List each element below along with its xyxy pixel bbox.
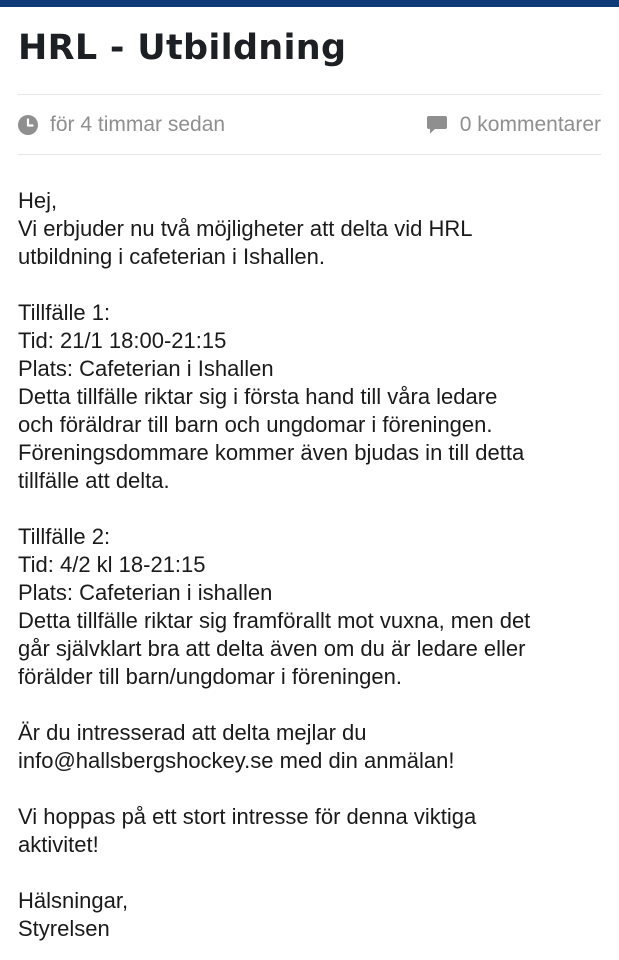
body-line: förälder till barn/ungdomar i föreningen. (18, 664, 403, 689)
paragraph-gap (18, 859, 613, 887)
paragraph-gap (18, 271, 613, 299)
comments-count[interactable]: 0 kommentarer (459, 113, 601, 136)
comments-link[interactable] (426, 108, 601, 142)
body-line: tillfälle att delta. (18, 468, 170, 493)
body-line: och föräldrar till barn och ungdomar i föreningen. (18, 412, 493, 437)
body-line: Hej, (18, 188, 58, 213)
paragraph-gap (18, 691, 613, 719)
post-time (18, 108, 225, 142)
post-time-label: för 4 timmar sedan (50, 113, 226, 136)
body-line-email: info@hallsbergshockey.se med din anmälan! (18, 748, 455, 773)
body-line: utbildning i cafeterian i Ishallen. (18, 244, 325, 269)
body-line: Tid: 4/2 kl 18-21:15 (18, 552, 206, 577)
divider-top (18, 94, 601, 95)
body-line: Detta tillfälle riktar sig i första hand till våra ledare (18, 384, 498, 409)
paragraph-gap (18, 775, 613, 803)
top-accent-bar (0, 0, 619, 7)
divider-bottom (18, 154, 601, 155)
body-line: Vi hoppas på ett stort intresse för denna viktiga (18, 804, 477, 829)
body-line: Vi erbjuder nu två möjligheter att delta vid HRL (18, 216, 473, 241)
body-line: Är du intresserad att delta mejlar du (18, 720, 367, 745)
signature: Styrelsen (18, 916, 110, 941)
body-line: Tid: 21/1 18:00-21:15 (18, 328, 227, 353)
post-meta (18, 108, 601, 142)
body-line: Tillfälle 2: (18, 524, 111, 549)
body-line: går självklart bra att delta även om du är ledare eller (18, 636, 526, 661)
comment-bubble-icon (426, 115, 448, 135)
body-line: Plats: Cafeterian i ishallen (18, 580, 273, 605)
body-line: aktivitet! (18, 832, 99, 857)
page-title: HRL - Utbildning (18, 28, 347, 68)
body-line: Hälsningar, (18, 888, 129, 913)
article-body (18, 187, 613, 943)
body-line: Detta tillfälle riktar sig framförallt mot vuxna, men det (18, 608, 531, 633)
body-line: Tillfälle 1: (18, 300, 111, 325)
body-line: Plats: Cafeterian i Ishallen (18, 356, 274, 381)
clock-icon (18, 115, 38, 135)
paragraph-gap (18, 495, 613, 523)
body-line: Föreningsdommare kommer även bjudas in till detta (18, 440, 525, 465)
